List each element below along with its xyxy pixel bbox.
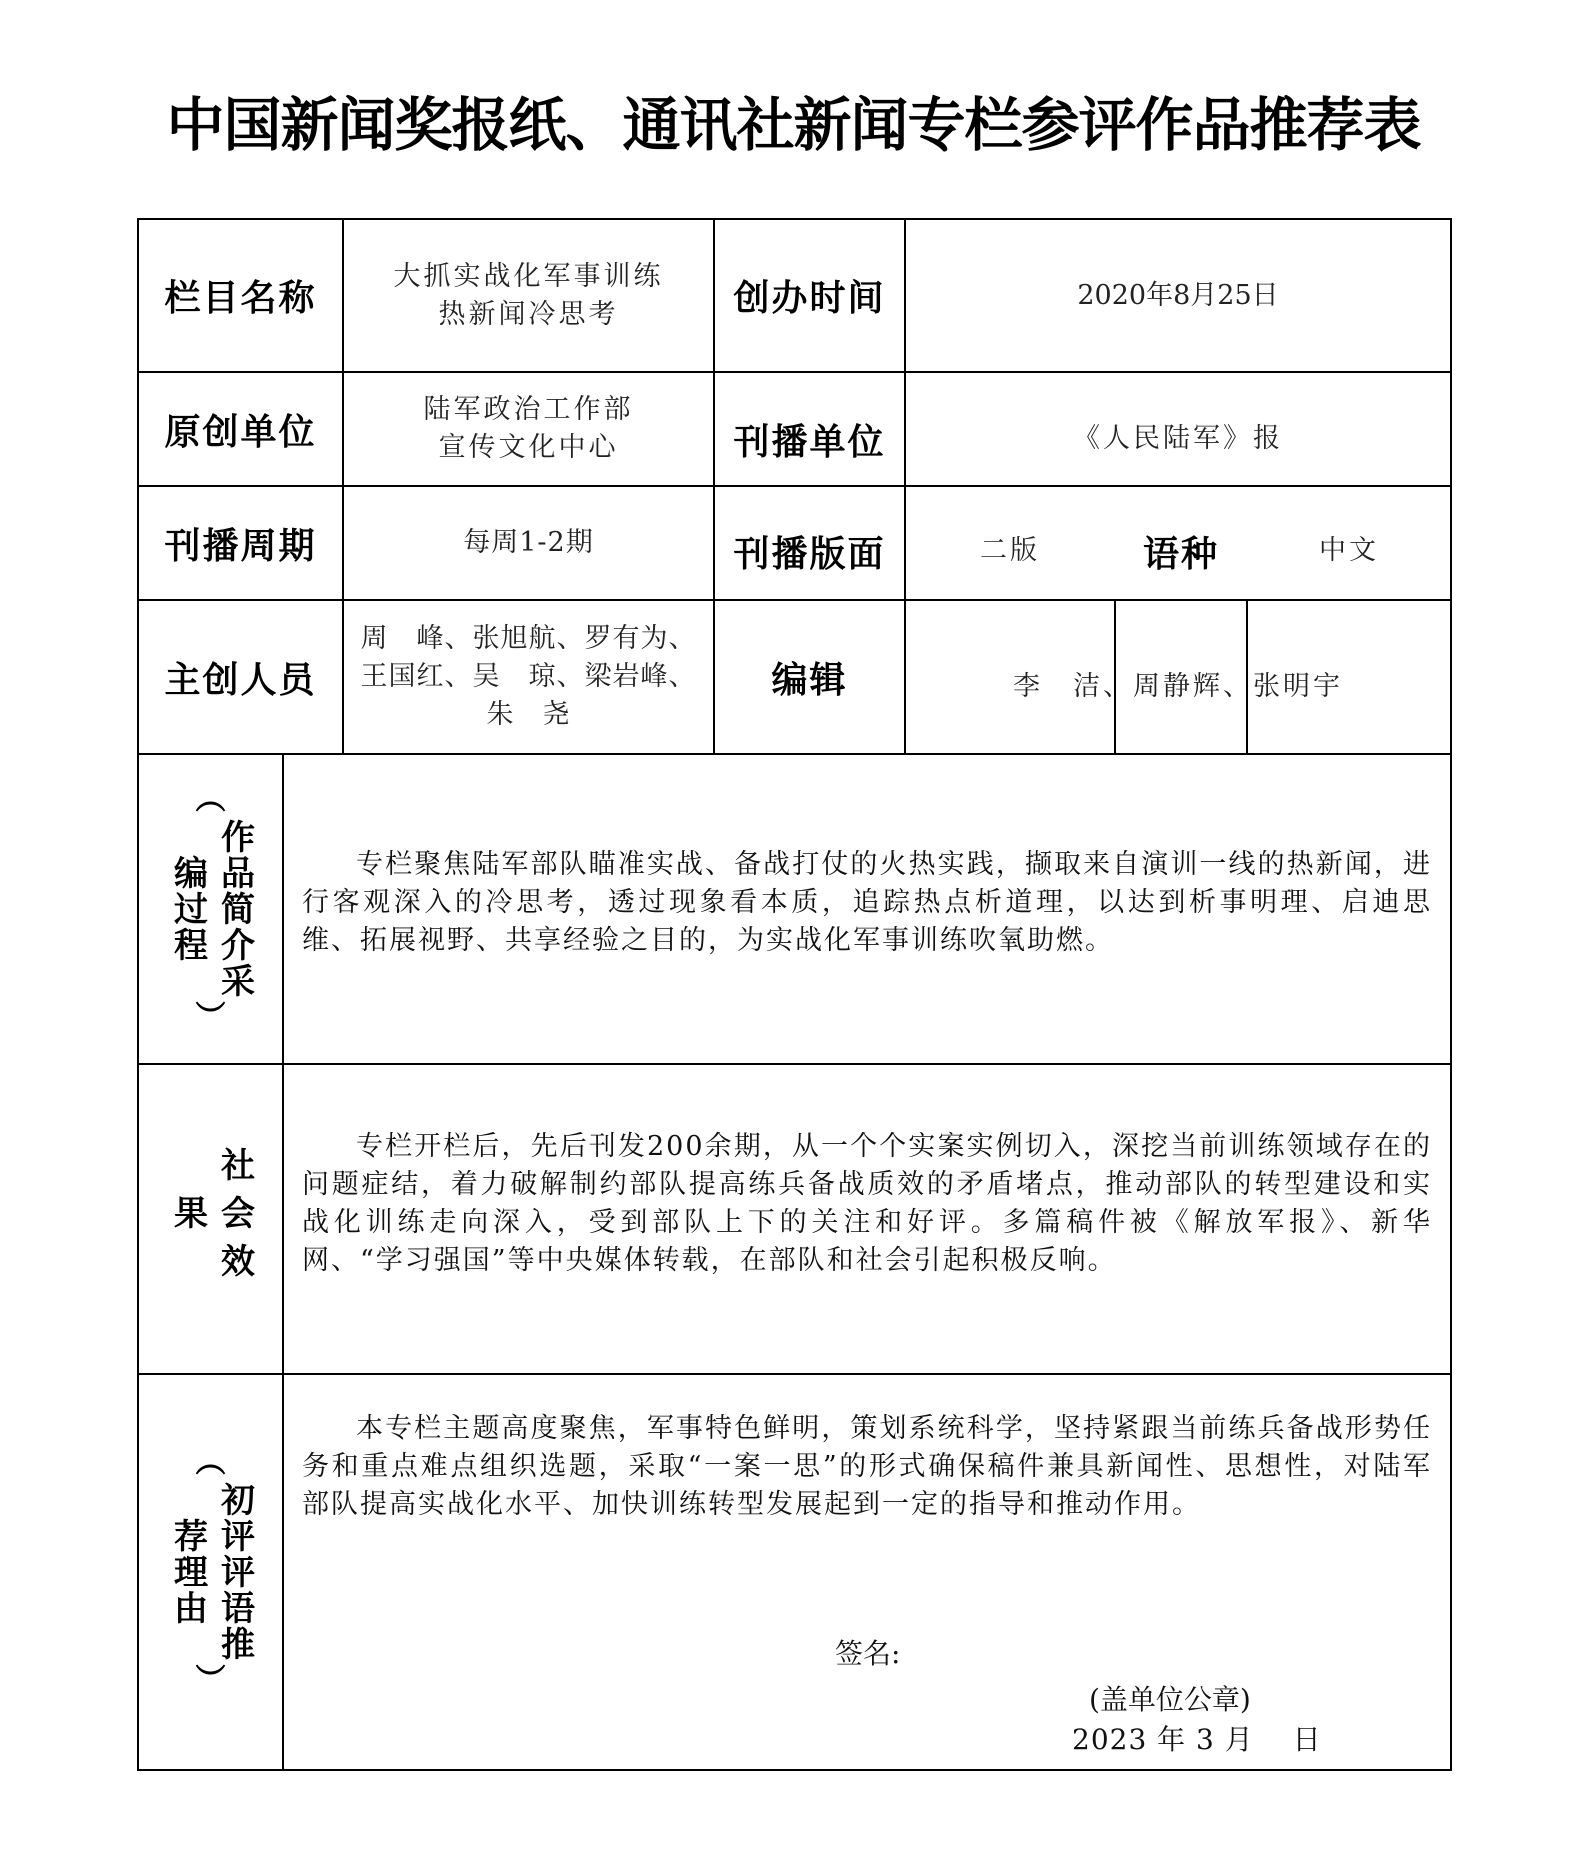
intro-text: 专栏聚焦陆军部队瞄准实战、备战打仗的火热实践，撷取来自演训一线的热新闻，进行客观深入的冷思考，透过现象看本质，追踪热点析道理，以达到析事明理、启迪思维、拓展视野、共享经验之目的，为实战化军事训练吹氧助燃。 (302, 849, 1432, 956)
intro-paren-close: ︶ (195, 1000, 226, 1035)
cycle-label: 刊播周期 (164, 525, 317, 567)
effect-text: 专栏开栏后，先后刊发200余期，从一个个实案实例切入，深挖当前训练领域存在的问题症结，着力破解制约部队提高练兵备战质效的矛盾堵点，推动部队的转型建设和实战化训练走向深入，受到部队上下的关注和好评。多篇稿件被《解放军报》、新华网、“学习强国”等中央媒体转载，在部队和社会引起积极反响。 (302, 1131, 1432, 1276)
intro-paren-open: ︵ (195, 782, 226, 817)
language-label: 语种 (1142, 533, 1219, 575)
effect-label-text: 社会效果 (167, 1147, 255, 1291)
column-name-line1: 大抓实战化军事训练 (393, 260, 664, 292)
origin-value (344, 373, 713, 485)
intro-label-cell (139, 755, 282, 1063)
origin-line2: 宣传文化中心 (438, 432, 619, 463)
column-name-label: 栏目名称 (164, 278, 317, 319)
review-paren-open: ︵ (195, 1445, 226, 1480)
seal-note: (盖单位公章) (1089, 1683, 1251, 1716)
column-name-line2: 热新闻冷思考 (438, 298, 619, 330)
page-title: 中国新闻奖报纸、通讯社新闻专栏参评作品推荐表 (166, 91, 1421, 159)
creators-line2: 王国红、吴 琼、梁岩峰、 (360, 661, 697, 692)
signature-label: 签名: (835, 1637, 901, 1670)
origin-label: 原创单位 (164, 411, 317, 453)
page-value: 二版 (980, 535, 1040, 566)
origin-line1: 陆军政治工作部 (423, 394, 634, 425)
founded-value: 2020年8月25日 (1077, 279, 1279, 311)
review-text: 本专栏主题高度聚焦，军事特色鲜明，策划系统科学，坚持紧跟当前练兵备战形势任务和重点难点组织选题，采取“一案一思”的形式确保稿件兼具新闻性、思想性，对陆军部队提高实战化水平、加快训练转型发展起到一定的指导和推动作用。 (302, 1413, 1432, 1520)
intro-label (164, 782, 258, 1035)
review-paren-close: ︶ (195, 1663, 226, 1698)
cycle-value: 每周1-2期 (463, 527, 594, 558)
creators-value (344, 601, 713, 753)
effect-label (164, 1125, 258, 1313)
editor-label: 编辑 (771, 659, 848, 701)
review-label-cell (139, 1375, 282, 1769)
effect-label-cell (139, 1065, 282, 1373)
review-date: 2023 年 3 月 日 (1072, 1723, 1322, 1756)
creators-line1: 周 峰、张旭航、罗有为、 (360, 623, 697, 654)
recommendation-table (137, 218, 1452, 1771)
page-label: 刊播版面 (733, 533, 886, 575)
publisher-label: 刊播单位 (733, 421, 886, 463)
founded-label: 创办时间 (733, 278, 886, 319)
creators-line3: 朱 尧 (486, 699, 571, 730)
creators-label: 主创人员 (164, 659, 317, 701)
editor-value: 李 洁、周静辉、张明宇 (1013, 671, 1343, 702)
review-label (164, 1445, 258, 1698)
intro-label-text: 作品简介采编过程 (167, 819, 255, 999)
language-value: 中文 (1319, 535, 1379, 566)
review-label-text: 初评评语推荐理由 (167, 1482, 255, 1662)
column-name-value (344, 220, 713, 371)
publisher-value: 《人民陆军》报 (1073, 423, 1283, 454)
